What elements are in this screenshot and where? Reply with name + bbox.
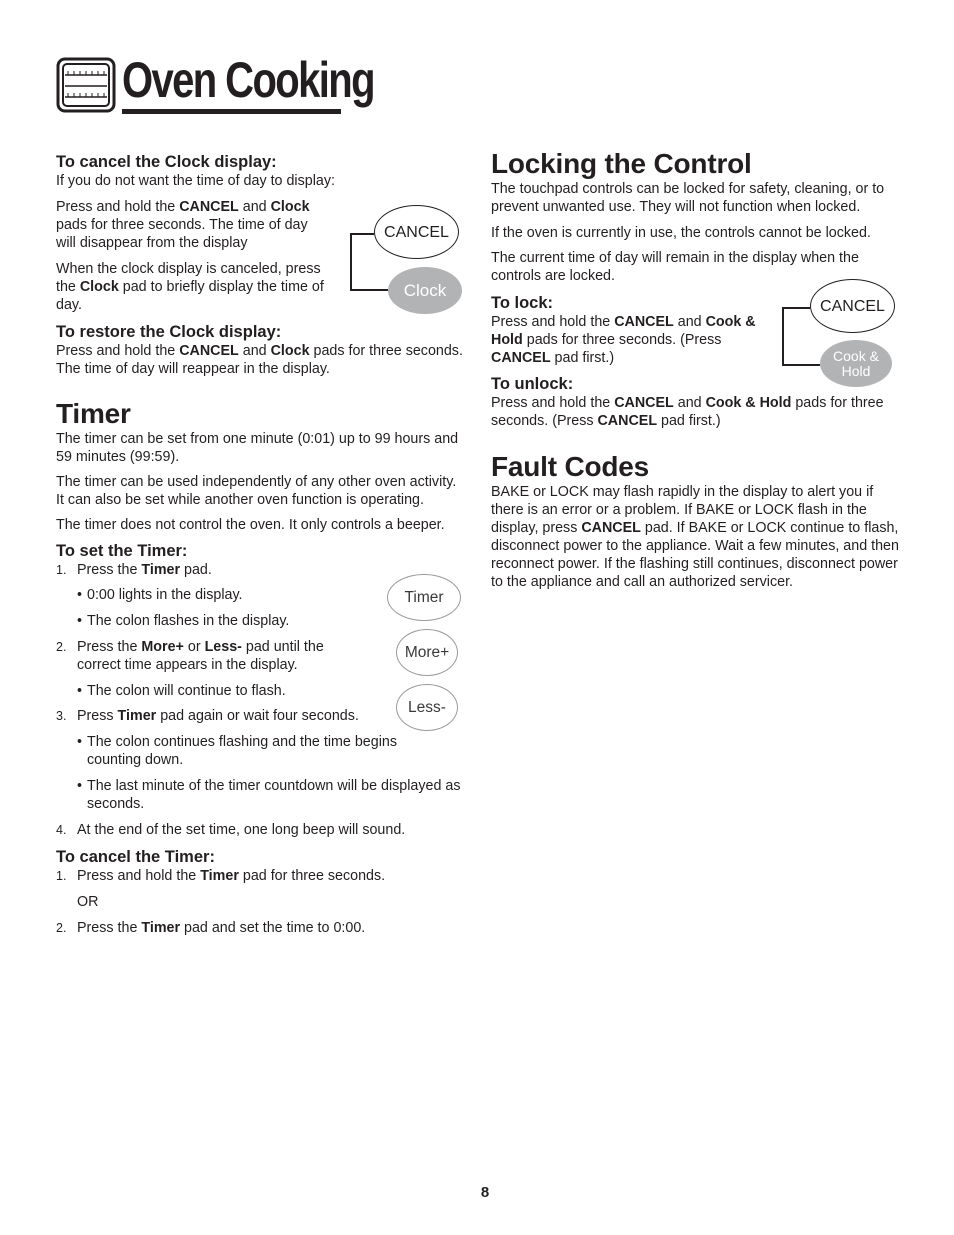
set-timer-step-1: 1. Press the Timer pad.: [56, 562, 212, 578]
section-heading-cancel-timer: To cancel the Timer:: [56, 848, 215, 866]
timer-p3: The timer does not control the oven. It only controls a beeper.: [56, 517, 445, 533]
cook-hold-pad-line-1: Cook &: [833, 347, 879, 364]
section-heading-locking: Locking the Control: [491, 148, 752, 179]
section-heading-unlock: To unlock:: [491, 375, 574, 393]
connector-line: [782, 307, 810, 309]
connector-line: [350, 289, 388, 291]
page-number: 8: [480, 1184, 490, 1201]
set-timer-step-2: 2. Press the More+ or Less- pad until the correct time appears in the display.: [56, 639, 324, 673]
timer-p1: The timer can be set from one minute (0:01) up to 99 hours and 59 minutes (99:59).: [56, 431, 459, 465]
section-heading-fault-codes: Fault Codes: [491, 451, 650, 482]
lock-p1: Press and hold the CANCEL and Cook & Hold pads for three seconds. (Press CANCEL pad first.): [491, 314, 756, 366]
connector-line: [350, 233, 374, 235]
connector-line: [782, 308, 784, 365]
cancel-timer-step-2: 2. Press the Timer pad and set the time to 0:00.: [56, 920, 366, 936]
cancel-pad: CANCEL: [810, 279, 895, 333]
set-timer-step-4: 4. At the end of the set time, one long beep will sound.: [56, 822, 406, 838]
set-timer-step-3-bullet-1: • The colon continues flashing and the time begins counting down.: [56, 733, 447, 769]
section-heading-set-timer: To set the Timer:: [56, 542, 188, 560]
cancel-timer-or: OR: [77, 894, 99, 910]
set-timer-step-1-bullet-1: • 0:00 lights in the display.: [56, 586, 466, 604]
fault-codes-p1: BAKE or LOCK may flash rapidly in the display to alert you if there is an error or a problem. If BAKE or LOCK flash in the display, press CANCEL pad. If BAKE or LOCK continue to flash, disconnect power to the appliance. Wait a few minutes, and then reconnect power. If the flashing still continues, disconnect power to the appliance and call an authorized servicer.: [491, 484, 899, 590]
section-heading-restore-clock: To restore the Clock display:: [56, 323, 282, 341]
more-pad: More+: [396, 629, 458, 676]
set-timer-step-3-bullet-2: • The last minute of the timer countdown will be displayed as seconds.: [56, 777, 466, 813]
cancel-timer-step-1: 1. Press and hold the Timer pad for three seconds.: [56, 868, 386, 884]
timer-p2: The timer can be used independently of any other oven activity. It can also be set while another oven function is operating.: [56, 474, 457, 508]
restore-clock-p1: Press and hold the CANCEL and Clock pads for three seconds. The time of day will reappear in the display.: [56, 343, 463, 377]
set-timer-step-2-bullet-1: • The colon will continue to flash.: [56, 682, 466, 700]
set-timer-step-1-bullet-2: • The colon flashes in the display.: [56, 612, 466, 630]
locking-p2: If the oven is currently in use, the controls cannot be locked.: [491, 225, 871, 241]
clock-pad: Clock: [388, 267, 462, 314]
section-heading-lock: To lock:: [491, 294, 554, 312]
cancel-clock-intro: If you do not want the time of day to display:: [56, 173, 335, 189]
section-heading-cancel-clock: To cancel the Clock display:: [56, 153, 277, 171]
oven-icon: [56, 57, 116, 113]
connector-line: [782, 364, 820, 366]
unlock-p1: Press and hold the CANCEL and Cook & Hold pads for three seconds. (Press CANCEL pad first.): [491, 395, 884, 429]
cancel-pad: CANCEL: [374, 205, 459, 259]
cancel-clock-p2: When the clock display is canceled, press the Clock pad to briefly display the time of day.: [56, 261, 324, 313]
timer-pad: Timer: [387, 574, 461, 621]
cook-hold-pad: [820, 340, 892, 387]
less-pad: Less-: [396, 684, 458, 731]
page-title: Oven Cooking: [122, 52, 374, 108]
locking-p3: The current time of day will remain in the display when the controls are locked.: [491, 250, 859, 284]
section-heading-timer: Timer: [56, 398, 131, 429]
connector-line: [350, 234, 352, 290]
set-timer-step-3: 3. Press Timer pad again or wait four seconds.: [56, 708, 359, 724]
cook-hold-pad-line-2: Hold: [841, 362, 871, 379]
cancel-clock-p1: Press and hold the CANCEL and Clock pads for three seconds. The time of day will disappear from the display: [56, 199, 310, 251]
locking-p1: The touchpad controls can be locked for safety, cleaning, or to prevent unwanted use. They will not function when locked.: [491, 181, 885, 215]
title-underline: [122, 109, 341, 114]
